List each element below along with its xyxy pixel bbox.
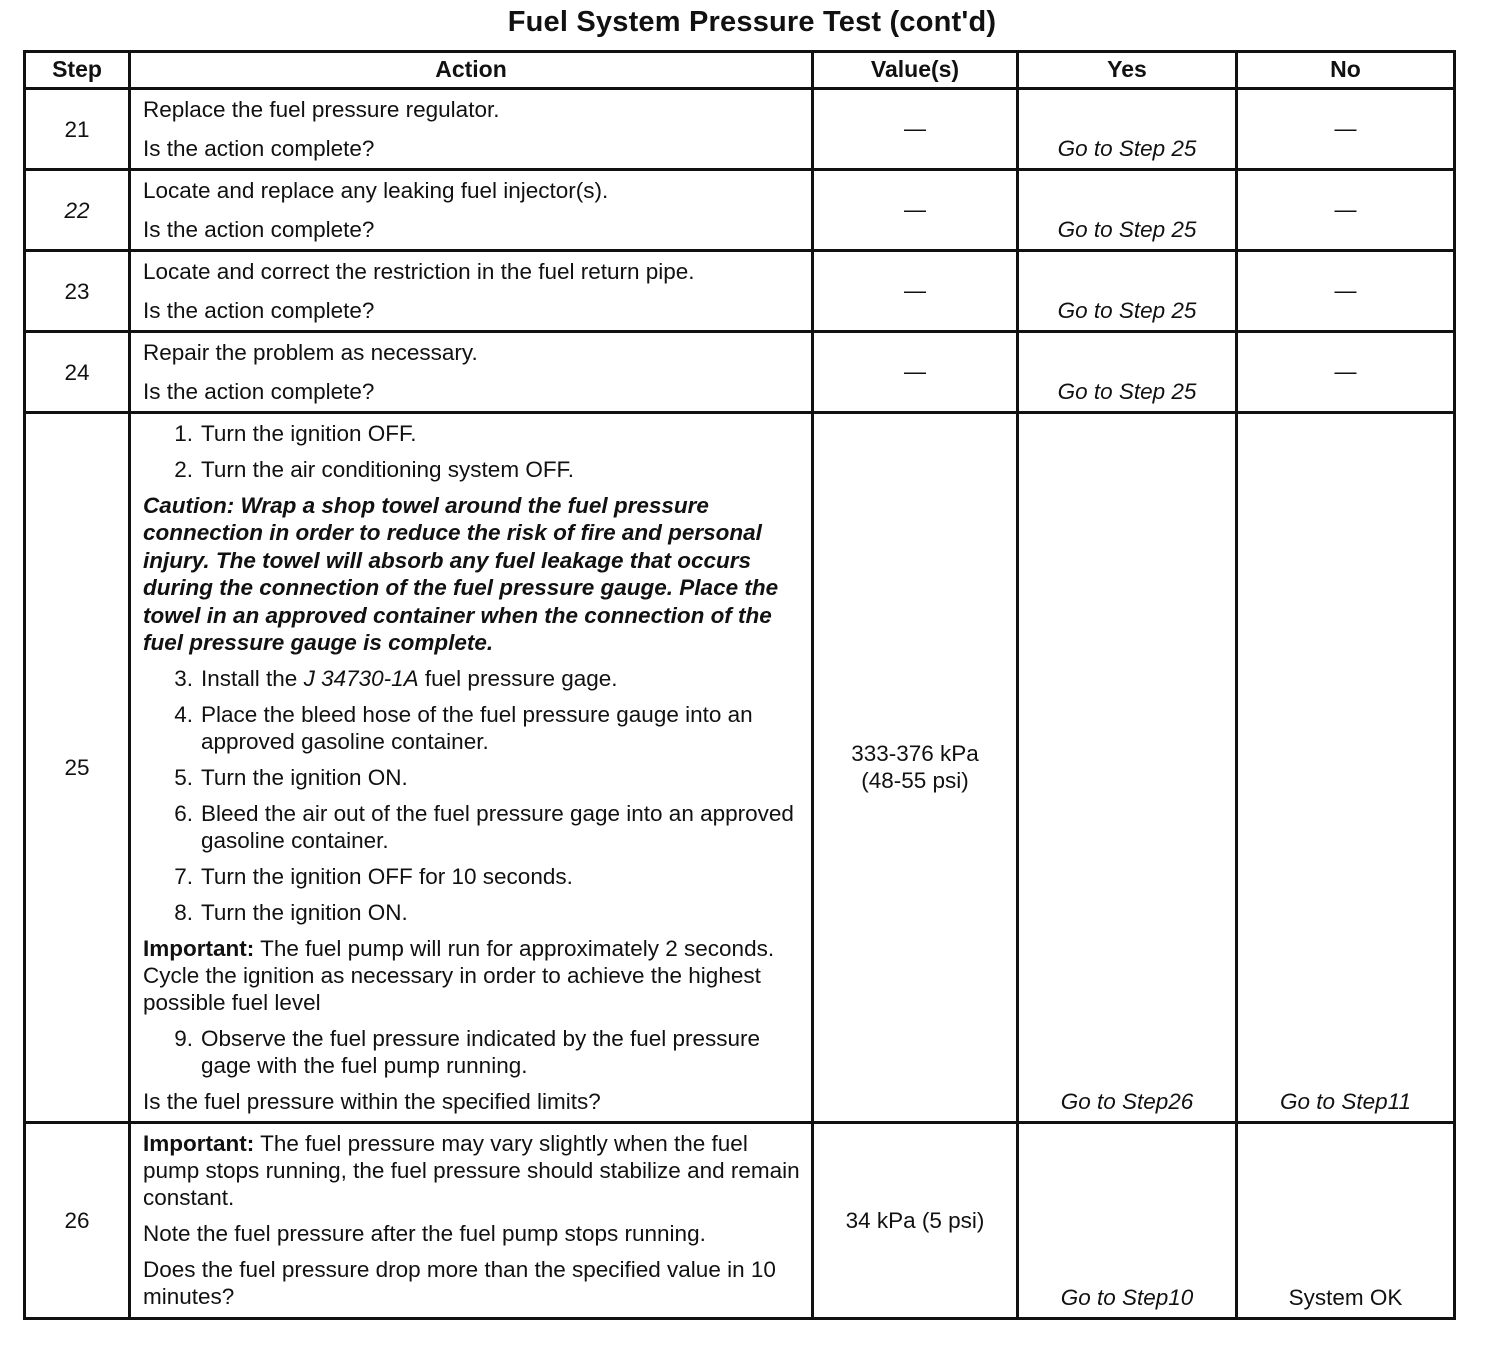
no-link[interactable]: Go to Step11 xyxy=(1280,1088,1411,1114)
value-cell: 34 kPa (5 psi) xyxy=(813,1122,1018,1318)
value-psi: (48-55 psi) xyxy=(861,768,969,794)
no-cell: System OK xyxy=(1237,1122,1455,1318)
list-item: 5. Turn the ignition ON. xyxy=(174,764,408,790)
yes-link[interactable]: Go to Step26 xyxy=(1060,1088,1194,1114)
yes-cell xyxy=(1018,413,1237,1123)
yes-link[interactable]: Go to Step10 xyxy=(1060,1284,1194,1310)
list-item: 1. Turn the ignition OFF. xyxy=(174,421,417,446)
yes-link[interactable]: Go to Step 25 xyxy=(1057,379,1197,404)
header-values: Value(s) xyxy=(813,52,1018,89)
value-kpa: 333-376 kPa xyxy=(851,741,979,767)
action-text: Replace the fuel pressure regulator. xyxy=(143,97,500,122)
table-row xyxy=(25,89,1455,170)
action-text: Repair the problem as necessary. xyxy=(143,340,478,365)
action-cell xyxy=(130,89,813,170)
action-cell xyxy=(130,413,813,1123)
action-question: Is the action complete? xyxy=(143,298,375,323)
action-cell xyxy=(130,251,813,332)
header-action: Action xyxy=(130,52,813,89)
important-note: Important: The fuel pressure may vary slightly when the fuel pump stops running, the fuel pressure should stabilize and remain constant. xyxy=(143,1131,800,1211)
value-cell: — xyxy=(813,332,1018,413)
step-number: 24 xyxy=(25,332,130,413)
action-question: Is the fuel pressure within the specified limits? xyxy=(143,1088,601,1114)
action-cell xyxy=(130,1122,813,1318)
yes-cell xyxy=(1018,251,1237,332)
value-cell: — xyxy=(813,89,1018,170)
tool-number: J 34730-1A xyxy=(303,665,419,691)
header-step: Step xyxy=(25,52,130,89)
list-item: 3. Install the J 34730-1A fuel pressure gage. xyxy=(174,665,618,691)
value-cell xyxy=(813,413,1018,1123)
action-question: Is the action complete? xyxy=(143,136,375,161)
step-number: 22 xyxy=(25,170,130,251)
action-question: Does the fuel pressure drop more than the specified value in 10 minutes? xyxy=(143,1257,776,1310)
table-row xyxy=(25,413,1455,1123)
page-title: Fuel System Pressure Test (cont'd) xyxy=(507,6,997,38)
list-item: 4. Place the bleed hose of the fuel pressure gauge into an approved gasoline container. xyxy=(174,701,753,754)
list-item: 8. Turn the ignition ON. xyxy=(174,899,408,925)
no-cell: — xyxy=(1237,332,1455,413)
yes-cell xyxy=(1018,170,1237,251)
action-steps-list xyxy=(143,1025,801,1079)
list-item: 9. Observe the fuel pressure indicated by the fuel pressure gage with the fuel pump running. xyxy=(174,1025,761,1078)
yes-cell xyxy=(1018,1122,1237,1318)
no-cell xyxy=(1237,413,1455,1123)
no-cell: — xyxy=(1237,251,1455,332)
important-note: Important: The fuel pump will run for approximately 2 seconds. Cycle the ignition as necessary in order to achieve the highest possible fuel level xyxy=(143,935,775,1015)
caution-note: Caution: Wrap a shop towel around the fuel pressure connection in order to reduce the risk of fire and personal injury. The towel will absorb any fuel leakage that occurs during the connection of the fuel pressure gauge. Place the towel in an approved container when the connection of the fuel pressure gauge is complete. xyxy=(143,493,779,656)
value-cell: — xyxy=(813,170,1018,251)
step-number: 23 xyxy=(25,251,130,332)
yes-cell xyxy=(1018,332,1237,413)
header-row xyxy=(25,52,1455,89)
yes-link[interactable]: Go to Step 25 xyxy=(1057,136,1197,161)
action-steps-list xyxy=(143,420,801,483)
action-cell xyxy=(130,170,813,251)
table-row xyxy=(25,170,1455,251)
table-row xyxy=(25,1122,1455,1318)
table-row xyxy=(25,332,1455,413)
no-cell: — xyxy=(1237,89,1455,170)
no-cell: — xyxy=(1237,170,1455,251)
action-question: Is the action complete? xyxy=(143,379,375,404)
step-number: 25 xyxy=(25,413,130,1123)
yes-cell xyxy=(1018,89,1237,170)
header-no: No xyxy=(1237,52,1455,89)
table-row xyxy=(25,251,1455,332)
action-steps-list xyxy=(143,665,801,926)
action-cell xyxy=(130,332,813,413)
yes-link[interactable]: Go to Step 25 xyxy=(1057,217,1197,242)
list-item: 7. Turn the ignition OFF for 10 seconds. xyxy=(174,863,573,889)
list-item: 2. Turn the air conditioning system OFF. xyxy=(174,457,575,482)
action-text: Locate and replace any leaking fuel injector(s). xyxy=(143,178,609,203)
list-item: 6. Bleed the air out of the fuel pressure gage into an approved gasoline container. xyxy=(174,800,794,853)
action-text: Locate and correct the restriction in the fuel return pipe. xyxy=(143,259,695,284)
step-number: 21 xyxy=(25,89,130,170)
yes-link[interactable]: Go to Step 25 xyxy=(1057,298,1197,323)
action-question: Is the action complete? xyxy=(143,217,375,242)
header-yes: Yes xyxy=(1018,52,1237,89)
procedure-table xyxy=(23,50,1456,1320)
step-number: 26 xyxy=(25,1122,130,1318)
action-text: Note the fuel pressure after the fuel pump stops running. xyxy=(143,1221,706,1247)
value-cell: — xyxy=(813,251,1018,332)
